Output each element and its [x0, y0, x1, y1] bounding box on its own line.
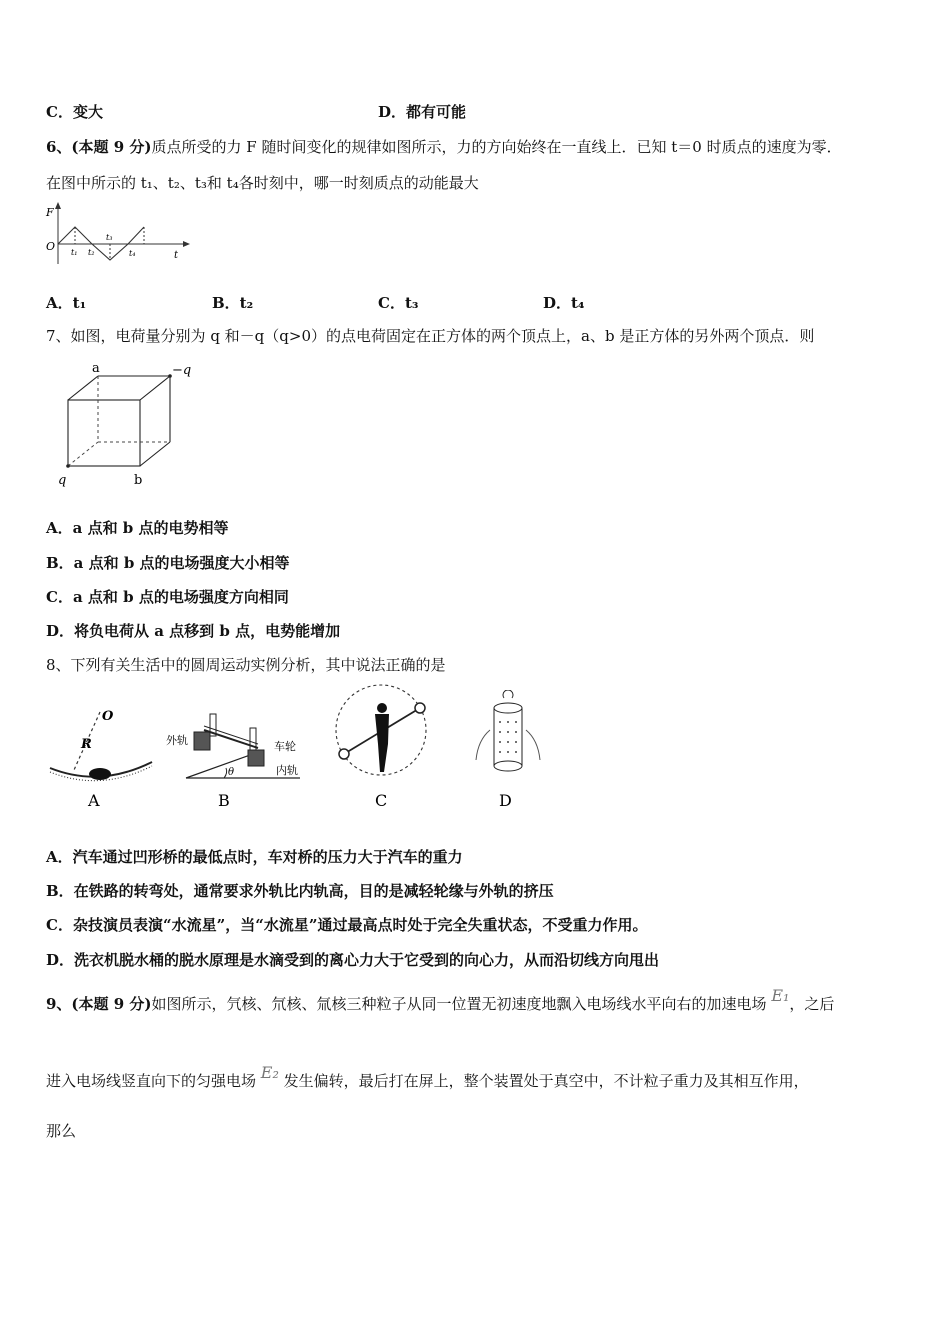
q8-option-d: D．洗衣机脱水桶的脱水原理是水滴受到的离心力大于它受到的向心力，从而沿切线方向甩出 — [46, 951, 660, 969]
wheel-label: 车轮 — [274, 740, 296, 753]
pos-charge-dot — [66, 464, 70, 468]
q5-option-c: C．变大 — [46, 103, 103, 121]
figure-b-label: B — [218, 791, 230, 810]
q7-option-b: B．a 点和 b 点的电场强度大小相等 — [46, 554, 290, 572]
q5-option-d: D．都有可能 — [378, 103, 467, 121]
radius-r-label: R — [81, 737, 92, 752]
q9-stem-line1 — [46, 986, 835, 1014]
center-o-label: O — [102, 709, 114, 724]
q6-prefix: 6、(本题 9 分) — [46, 138, 152, 156]
point-b-label: b — [134, 473, 143, 488]
car-icon — [89, 768, 111, 780]
q8-figure-d-spin-dryer — [464, 690, 554, 812]
q9-stem-line3: 那么 — [46, 1122, 77, 1140]
point-a-label: a — [92, 361, 100, 376]
neg-q-label: −q — [172, 363, 192, 378]
cup-bottom-icon — [339, 749, 349, 759]
q6-stem-line1 — [46, 137, 842, 157]
q8-figure-b-railway — [164, 700, 304, 812]
q7-stem: 7、如图，电荷量分别为 q 和－q（q>0）的点电荷固定在正方体的两个顶点上，a、b 是正方体的另外两个顶点．则 — [46, 327, 815, 345]
figure-c-label: C — [375, 791, 388, 810]
q6-stem-line2: 在图中所示的 t₁、t₂、t₃和 t₄各时刻中，哪一时刻质点的动能最大 — [46, 174, 479, 192]
q6-option-b: B．t₂ — [212, 294, 254, 312]
q7-cube-figure — [54, 360, 194, 492]
t2-label: t₂ — [88, 248, 95, 257]
q7-option-d: D．将负电荷从 a 点移到 b 点，电势能增加 — [46, 622, 341, 640]
t4-label: t₄ — [129, 249, 136, 258]
q8-figure-a-concave-bridge — [44, 700, 162, 812]
y-axis-arrow — [55, 202, 61, 209]
y-label: F — [46, 206, 54, 219]
q7-option-c: C．a 点和 b 点的电场强度方向相同 — [46, 588, 289, 606]
outer-rail-label: 外轨 — [166, 734, 188, 747]
origin-label: O — [46, 240, 56, 253]
t1-label: t₁ — [71, 248, 78, 257]
inner-rail-label: 内轨 — [276, 764, 298, 777]
x-label: t — [174, 250, 179, 261]
t3-label: t₃ — [106, 233, 113, 242]
q8-figure-c-water-meteor — [326, 682, 436, 812]
performer-icon — [375, 714, 389, 772]
q8-option-c: C．杂技演员表演“水流星”，当“水流星”通过最高点时处于完全失重状态，不受重力作用。 — [46, 916, 648, 934]
x-axis-arrow — [183, 241, 190, 247]
q9-text-1: 如图所示，氕核、氘核、氚核三种粒子从同一位置无初速度地飘入电场线水平向右的加速电场 — [151, 995, 767, 1013]
q-label: q — [58, 473, 67, 488]
q8-option-b: B．在铁路的转弯处，通常要求外轨比内轨高，目的是减轻轮缘与外轨的挤压 — [46, 882, 554, 900]
q6-force-time-graph — [44, 200, 194, 270]
e1-symbol: E₁ — [771, 986, 790, 1005]
q9-stem-line2 — [46, 1063, 809, 1091]
q8-stem: 8、下列有关生活中的圆周运动实例分析，其中说法正确的是 — [46, 656, 446, 674]
q7-option-a: A．a 点和 b 点的电势相等 — [46, 519, 229, 537]
q9-text-3: 进入电场线竖直向下的匀强电场 — [46, 1072, 257, 1090]
q9-text-2: ，之后 — [789, 995, 835, 1013]
q6-option-a: A．t₁ — [46, 294, 87, 312]
q6-option-c: C．t₃ — [378, 294, 419, 312]
figure-a-label: A — [88, 791, 100, 810]
q8-option-a: A．汽车通过凹形桥的最低点时，车对桥的压力大于汽车的重力 — [46, 848, 463, 866]
q9-text-4: 发生偏转，最后打在屏上，整个装置处于真空中，不计粒子重力及其相互作用， — [283, 1072, 809, 1090]
cup-top-icon — [415, 703, 425, 713]
q9-prefix: 9、(本题 9 分) — [46, 995, 152, 1013]
q6-option-d: D．t₄ — [543, 294, 585, 312]
theta-label: θ — [228, 767, 235, 778]
q6-text-1: 质点所受的力 F 随时间变化的规律如图所示，力的方向始终在一直线上．已知 t＝0 时质点的速度为零． — [151, 138, 842, 156]
e2-symbol: E₂ — [260, 1063, 279, 1082]
figure-d-label: D — [499, 791, 512, 810]
